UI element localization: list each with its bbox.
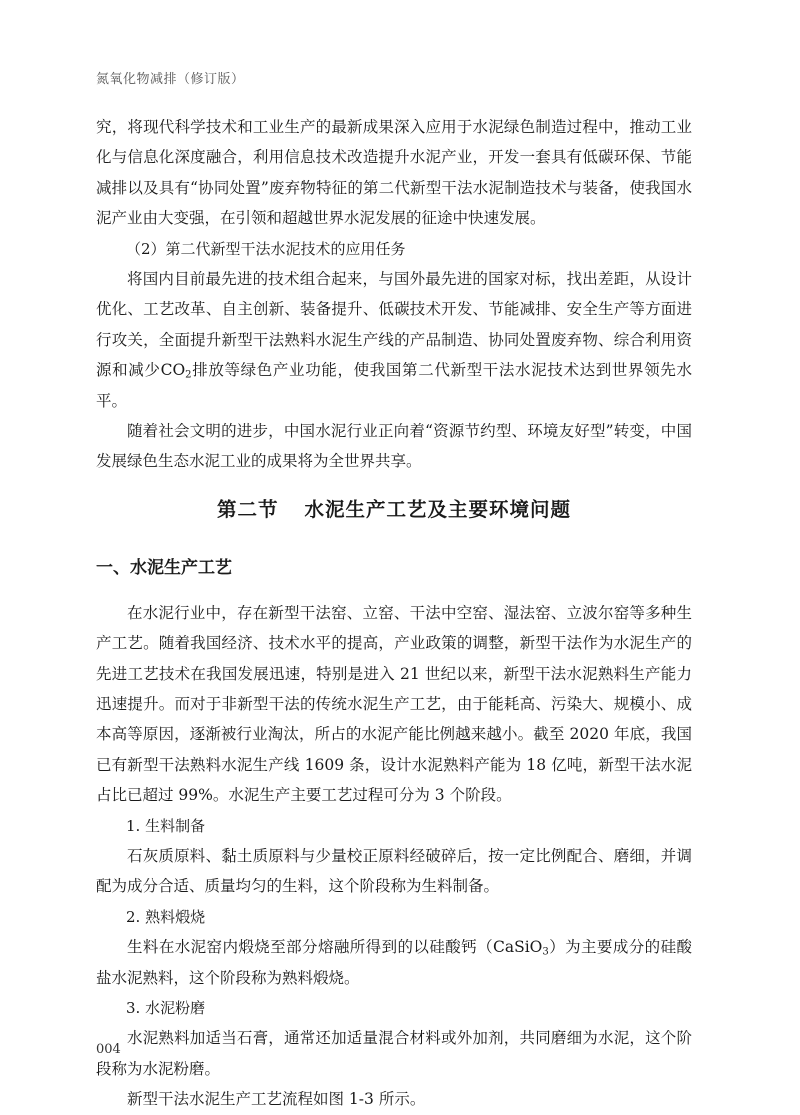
step-text-raw-meal: 石灰质原料、黏土质原料与少量校正原料经破碎后，按一定比例配合、磨细，并调配为成分合适、质量均匀的生料，这个阶段称为生料制备。 [96,846,692,896]
paragraph-text: ）为主要成分的硅酸盐水泥熟料，这个阶段称为熟料煅烧。 [96,938,692,987]
paragraph-text: 生料在水泥窑内煅烧至部分熔融所得到的以硅酸钙（CaSiO [127,938,543,957]
paragraph-social-progress: 随着社会文明的进步，中国水泥行业正向着“资源节约型、环境友好型”转变，中国发展绿色生态水泥工业的成果将为全世界共享。 [96,422,692,471]
section-heading: 水泥生产工艺及主要环境问题 [304,497,572,521]
subheading-application-task: （2）第二代新型干法水泥技术的应用任务 [126,239,406,258]
running-header: 氮氧化物减排（修订版） [96,72,245,87]
step-title-clinker-calcination: 2. 熟料煅烧 [126,907,206,926]
page-number: 004 [96,1042,121,1057]
paragraph-process-intro: 在水泥行业中，存在新型干法窑、立窑、干法中空窑、湿法窑、立波尔窑等多种生产工艺。随着我国经济、技术水平的提高，产业政策的调整，新型干法作为水泥生产的先进工艺技术在我国发展迅速，特别是进入 21 世纪以来，新型干法水泥熟料生产能力迅速提升。而对于非新型干法的传统水泥生产工艺，由于能耗高、污染大、规模小、成本高等原因，逐渐被行业淘汰，所占的水泥产能比例越来越小。截至 2020 年底，我国已有新型干法熟料水泥生产线 1609 条，设计水泥熟料产能为 18 亿吨，新型干法水泥占比已超过 99%。水泥生产主要工艺过程可分为 3 个阶段。 [96,603,692,805]
section-number: 第二节 [216,497,279,521]
formula-subscript: 3 [542,946,549,958]
step-text-clinker-calcination [96,932,692,993]
section-title [96,495,692,525]
heading-cement-process: 一、水泥生产工艺 [96,558,232,579]
paragraph-text: 排放等绿色产业功能，使我国第二代新型干法水泥技术达到世界领先水平。 [96,361,692,410]
step-title-raw-meal: 1. 生料制备 [126,816,206,835]
co2-formula: $CO_2$ [160,361,192,381]
body-text [96,112,692,1115]
step-text-cement-grinding: 水泥熟料加适当石膏，通常还加适量混合材料或外加剂，共同磨细为水泥，这个阶段称为水泥粉磨。 [96,1029,692,1078]
figure-reference: 新型干法水泥生产工艺流程如图 1-3 所示。 [127,1090,426,1109]
paragraph-text: 将国内目前最先进的技术组合起来，与国外最先进的国家对标，找出差距，从设计优化、工艺改革、自主创新、装备提升、低碳技术开发、节能减排、安全生产等方面进行攻关，全面提升新型干法熟料水泥生产线的产品制造、协同处置废弃物、综合利用资源和减少 [96,270,692,380]
paragraph-application-task [96,264,692,416]
paragraph-continuation: 究，将现代科学技术和工业生产的最新成果深入应用于水泥绿色制造过程中，推动工业化与信息化深度融合，利用信息技术改造提升水泥产业，开发一套具有低碳环保、节能减排以及具有“协同处置”废弃物特征的第二代新型干法水泥制造技术与装备，使我国水泥产业由大变强，在引领和超越世界水泥发展的征途中快速发展。 [96,118,692,228]
step-title-cement-grinding: 3. 水泥粉磨 [126,998,206,1017]
